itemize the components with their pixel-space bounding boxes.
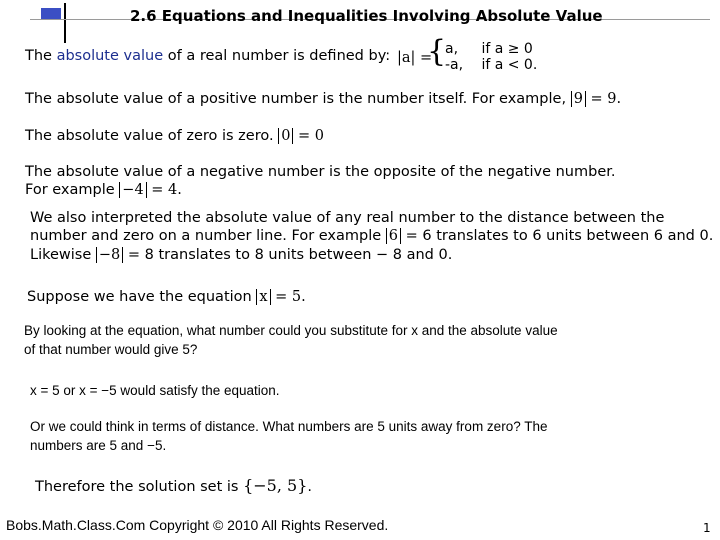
definition-brace: {	[427, 34, 447, 69]
negative-result: = 4.	[146, 182, 182, 198]
definition-lhs: |a| =	[397, 50, 433, 66]
zero-result: = 0	[293, 128, 325, 144]
distance-line-3	[30, 247, 452, 263]
solution-text: Therefore the solution set is	[35, 479, 244, 495]
distance-answer-line-1: Or we could think in terms of distance. What numbers are 5 units away from zero? The	[30, 419, 548, 434]
footer-copyright: Bobs.Math.Class.Com Copyright © 2010 All Rights Reserved.	[6, 517, 389, 533]
zero-expr: 0	[278, 128, 293, 144]
negative-prefix: For example	[25, 182, 120, 198]
suppose-result: = 5.	[270, 289, 306, 305]
case1-value: a,	[445, 41, 459, 57]
page-title: 2.6 Equations and Inequalities Involving Absolute Value	[130, 7, 603, 25]
suppose-expr: x	[256, 289, 270, 305]
likewise-suffix: = 8 translates to 8 units between − 8 and 0.	[123, 247, 453, 263]
zero-text: The absolute value of zero is zero.	[25, 128, 279, 144]
case1-condition: if a ≥ 0	[481, 41, 533, 57]
distance-suffix: = 6 translates to 6 units between 6 and 0.	[401, 228, 714, 244]
negative-expr: −4	[119, 182, 146, 198]
positive-result: = 9.	[585, 91, 622, 107]
distance-prefix: number and zero on a number line. For example	[30, 228, 386, 244]
solution-set: {−5, 5}	[243, 476, 308, 495]
definition-prefix: The	[25, 48, 57, 64]
header-accent-box	[41, 8, 61, 19]
distance-expr: 6	[386, 228, 401, 244]
question-line-2: of that number would give 5?	[24, 342, 198, 357]
case2-condition: if a < 0	[481, 57, 533, 73]
question-line-1: By looking at the equation, what number could you substitute for x and the absolute value	[24, 323, 558, 338]
definition-text	[25, 48, 390, 64]
likewise-prefix: Likewise	[30, 247, 96, 263]
solution-line	[35, 476, 312, 495]
positive-line	[25, 91, 621, 107]
positive-expr: 9	[571, 91, 586, 107]
positive-text: The absolute value of a positive number is the number itself. For example,	[25, 91, 571, 107]
definition-cases	[445, 41, 537, 73]
solution-trail: .	[307, 479, 312, 495]
answer-line: x = 5 or x = −5 would satisfy the equation.	[30, 383, 280, 398]
negative-line-2	[25, 182, 182, 198]
negative-line-1: The absolute value of a negative number is the opposite of the negative number.	[25, 164, 616, 180]
suppose-line	[27, 289, 306, 305]
zero-line	[25, 128, 324, 144]
case2-value: -a,	[445, 57, 464, 73]
distance-answer-line-2: numbers are 5 and −5.	[30, 438, 167, 453]
suppose-text: Suppose we have the equation	[27, 289, 257, 305]
page-number: 1	[703, 521, 711, 535]
distance-line-1: We also interpreted the absolute value of any real number to the distance between the	[30, 210, 665, 226]
definition-term: absolute value	[56, 48, 164, 64]
definition-suffix: of a real number is defined by:	[163, 48, 391, 64]
header-vertical-mark	[64, 3, 66, 43]
definition-trail: .	[532, 57, 538, 73]
distance-line-2	[30, 228, 713, 244]
likewise-expr: −8	[96, 247, 123, 263]
